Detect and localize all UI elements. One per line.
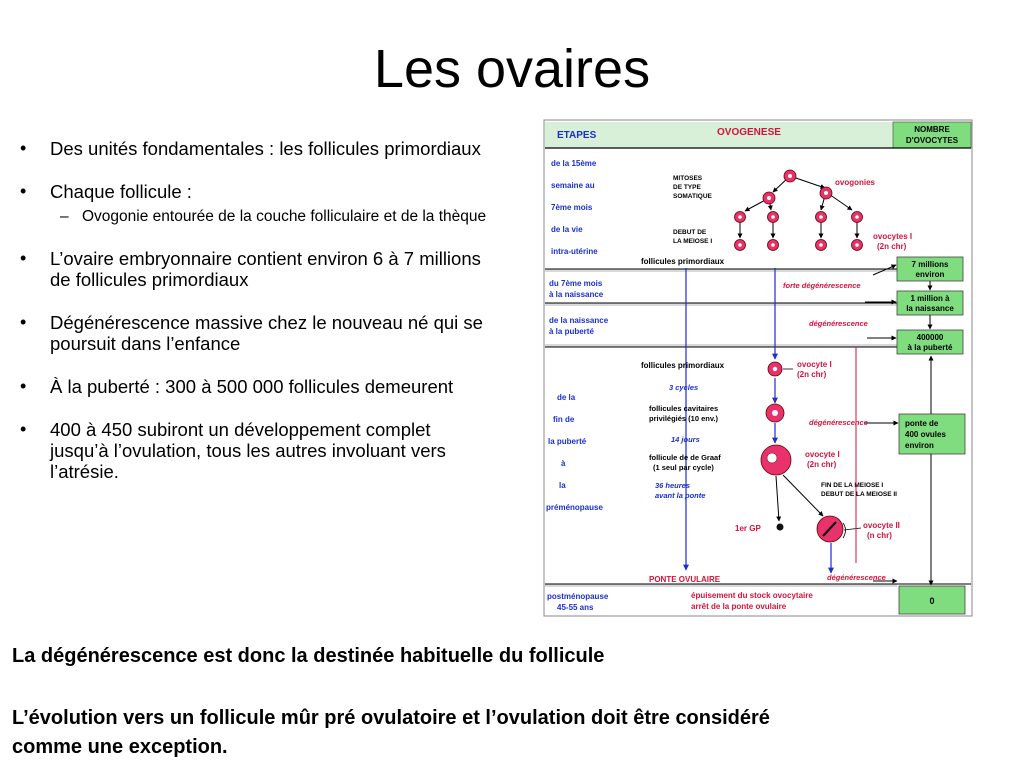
fin-meiose-line2: DEBUT DE LA MEIOSE II — [821, 491, 897, 498]
stage1-line2: semaine au — [551, 181, 595, 190]
count-2-line2: la naissance — [906, 304, 954, 313]
graaf-line2: (1 seul par cycle) — [653, 463, 714, 472]
bullet-item: • 400 à 450 subiront un développement complet jusqu’à l’ovulation, tous les autres involuant vers l’atrésie. — [18, 419, 488, 482]
conclusion-line-2: L’évolution vers un follicule mûr pré ovulatoire et l’ovulation doit être considéré comme une exception. — [12, 707, 770, 758]
sub-bullet-list — [50, 208, 488, 226]
bullet-list — [18, 138, 488, 504]
follicules-primordiaux-label: follicules primordiaux — [641, 257, 725, 266]
ponte-ovulaire-label: PONTE OVULAIRE — [649, 575, 721, 584]
first-polar-body — [777, 524, 784, 531]
sub-bullet-item: – Ovogonie entourée de la couche folliculaire et de la thèque — [50, 208, 488, 226]
epuisement-line2: arrêt de la ponte ovulaire — [691, 602, 787, 611]
header-nombre: NOMBRE — [914, 125, 950, 134]
ovocyte-ii-line2: (n chr) — [867, 531, 892, 540]
count-1-line1: 7 millions — [911, 260, 949, 269]
header-etapes: ETAPES — [557, 130, 597, 141]
stage4-line2: fin de — [553, 415, 575, 424]
bullet-item: • Dégénérescence massive chez le nouveau né qui se poursuit dans l’enfance — [18, 312, 488, 354]
stage1-line4: de la vie — [551, 225, 583, 234]
stage3-line2: à la puberté — [549, 327, 594, 336]
36-heures-line2: avant la ponte — [655, 491, 706, 500]
conclusion-line-1: La dégénérescence est donc la destinée habituelle du follicule — [12, 645, 605, 667]
degenerescence-label-2: dégénérescence — [809, 418, 868, 427]
diagram-frame — [544, 120, 972, 616]
fin-meiose-line1: FIN DE LA MEIOSE I — [821, 482, 884, 489]
ovogonies-label: ovogonies — [835, 178, 876, 187]
stage1-line3: 7ème mois — [551, 203, 593, 212]
stage5-line1: postménopause — [547, 592, 609, 601]
mitoses-line2: DE TYPE — [673, 184, 701, 191]
ovocytes-i-line2: (2n chr) — [877, 242, 907, 251]
ovocyte-i-line2: (2n chr) — [797, 370, 827, 379]
3-cycles-label: 3 cycles — [669, 383, 699, 392]
count-5: 0 — [929, 596, 935, 606]
count-3-line2: à la puberté — [907, 343, 953, 352]
1er-gp-label: 1er GP — [735, 524, 761, 533]
stage4-line6: préménopause — [546, 503, 603, 512]
cavitaires-line2: privilégiés (10 env.) — [649, 414, 719, 423]
mitoses-line1: MITOSES — [673, 175, 703, 182]
count-4-line2: 400 ovules — [905, 430, 946, 439]
ovocyte-i-b-line2: (2n chr) — [807, 460, 837, 469]
graaf-line1: follicule de de Graaf — [649, 453, 721, 462]
stage5-line2: 45-55 ans — [557, 603, 594, 612]
count-3-line1: 400000 — [916, 333, 944, 342]
page-title: Les ovaires — [373, 39, 651, 99]
stage1-line1: de la 15ème — [551, 159, 597, 168]
ovocytes-i-line1: ovocytes I — [873, 232, 913, 241]
stage4-line4: à — [561, 459, 566, 468]
debut-meiose-line1: DEBUT DE — [673, 229, 707, 236]
stage2-line1: du 7ème mois — [549, 279, 603, 288]
cavitaires-line1: follicules cavitaires — [649, 404, 719, 413]
stage4-line5: la — [559, 481, 566, 490]
header-ovocytes: D'OVOCYTES — [905, 136, 959, 145]
stage2-line2: à la naissance — [549, 290, 604, 299]
ovocyte-i-b-line1: ovocyte I — [805, 450, 840, 459]
degenerescence-label-1: dégénérescence — [809, 319, 868, 328]
bullet-item: • Des unités fondamentales : les follicules primordiaux — [18, 138, 488, 159]
stage3-line1: de la naissance — [549, 316, 609, 325]
stage4-line3: la puberté — [548, 437, 587, 446]
14-jours-label: 14 jours — [671, 435, 700, 444]
count-4-line1: ponte de — [905, 419, 939, 428]
degenerescence-label-3: dégénérescence — [827, 573, 886, 582]
follicules-primordiaux-label-2: follicules primordiaux — [641, 361, 725, 370]
debut-meiose-line2: LA MEIOSE I — [673, 238, 713, 245]
header-ovogenese: OVOGENESE — [717, 127, 781, 138]
ovogenesis-diagram — [543, 118, 975, 618]
36-heures-line1: 36 heures — [655, 481, 691, 490]
ovocyte-ii-line1: ovocyte II — [863, 521, 900, 530]
mitoses-line3: SOMATIQUE — [673, 193, 712, 200]
bullet-item: • L’ovaire embryonnaire contient environ 6 à 7 millions de follicules primordiaux — [18, 248, 488, 290]
bullet-item: • À la puberté : 300 à 500 000 follicules demeurent — [18, 376, 488, 397]
count-2-line1: 1 million à — [910, 294, 950, 303]
forte-degenerescence-label: forte dégénérescence — [783, 281, 861, 290]
epuisement-line1: épuisement du stock ovocytaire — [691, 591, 813, 600]
count-4-line3: environ — [905, 441, 934, 450]
bullet-item: • Chaque follicule : – Ovogonie entourée de la couche folliculaire et de la thèque — [18, 181, 488, 226]
count-1-line2: environ — [915, 270, 945, 279]
ovocyte-i-line1: ovocyte I — [797, 360, 832, 369]
stage4-line1: de la — [557, 393, 576, 402]
stage1-line5: intra-utérine — [551, 247, 598, 256]
